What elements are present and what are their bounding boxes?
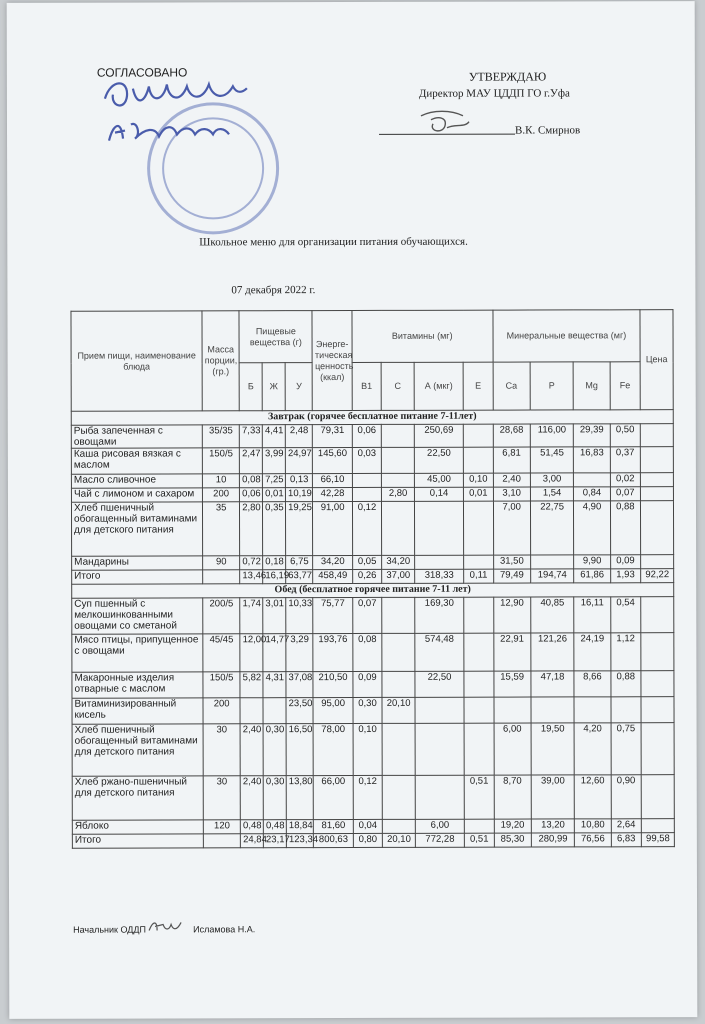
dish-row: [72, 633, 674, 673]
value-cell: 116,00: [530, 424, 574, 447]
total-value-cell: 0,80: [353, 833, 383, 847]
header-ca: Ca: [493, 362, 530, 410]
value-cell: 23,50: [286, 698, 313, 724]
total-value-cell: 123,34: [286, 834, 313, 848]
value-cell: 91,00: [313, 501, 352, 555]
total-value-cell: 194,74: [530, 569, 574, 583]
value-cell: 20,10: [382, 697, 415, 723]
value-cell: 16,11: [574, 597, 610, 633]
value-cell: 4,41: [262, 425, 285, 448]
value-cell: 210,50: [313, 671, 352, 697]
value-cell: 13,20: [531, 819, 575, 833]
total-value-cell: 1,93: [610, 569, 641, 583]
value-cell: 30: [203, 776, 240, 820]
header-c: C: [381, 362, 414, 410]
dish-name-cell: Мандарины: [72, 556, 203, 570]
value-cell: 0,01: [263, 488, 286, 502]
value-cell: 22,91: [493, 633, 530, 671]
dish-name-cell: Хлеб пшеничный обогащенный витаминами для детского питания: [71, 502, 202, 556]
value-cell: 22,75: [530, 501, 574, 555]
value-cell: [464, 555, 494, 569]
value-cell: 0,07: [610, 487, 641, 501]
total-value-cell: 24,84: [241, 834, 264, 848]
value-cell: 10,19: [286, 488, 313, 502]
value-cell: 3,10: [493, 487, 530, 501]
value-cell: 0,06: [240, 488, 263, 502]
dish-row: [71, 447, 673, 475]
header-u: У: [285, 363, 312, 411]
value-cell: 34,20: [382, 555, 415, 569]
value-cell: 24,19: [574, 633, 610, 671]
value-cell: [382, 671, 415, 697]
value-cell: 6,81: [493, 447, 530, 473]
header-e: E: [463, 362, 493, 410]
value-cell: 31,50: [493, 555, 530, 569]
header-dish-name: Прием пищи, наименование блюда: [71, 311, 202, 411]
value-cell: 47,18: [531, 671, 575, 697]
total-value-cell: 0,51: [465, 833, 495, 847]
value-cell: 0,30: [263, 724, 286, 776]
value-cell: 0,12: [352, 501, 382, 555]
total-value-cell: 20,10: [383, 833, 416, 847]
total-value-cell: [203, 834, 240, 848]
value-cell: [415, 555, 464, 569]
value-cell: 2,40: [240, 776, 263, 820]
value-cell: 0,12: [353, 775, 383, 819]
dish-name-cell: Яблоко: [72, 820, 203, 834]
dish-row: [72, 671, 674, 699]
header-minerals: Минеральные вещества (мг): [493, 310, 641, 362]
footer-name: Исламова Н.А.: [193, 924, 256, 935]
value-cell: 10,80: [575, 819, 611, 833]
dish-row: [71, 501, 673, 557]
value-cell: 35/35: [202, 425, 239, 448]
value-cell: 40,85: [531, 597, 575, 633]
value-cell: 28,68: [493, 424, 530, 447]
menu-body: [71, 410, 674, 849]
dish-name-cell: Макаронные изделия отварные с маслом: [72, 672, 203, 698]
value-cell: [464, 697, 494, 723]
value-cell: 37,08: [286, 672, 313, 698]
value-cell: [641, 487, 674, 501]
value-cell: [641, 633, 674, 671]
value-cell: 45/45: [203, 634, 240, 672]
dish-name-cell: Чай с лимоном и сахаром: [71, 488, 202, 502]
header-vitamins: Витамины (мг): [352, 310, 493, 362]
value-cell: 1,74: [240, 598, 263, 634]
dish-row: [72, 597, 674, 635]
dish-name-cell: Каша рисовая вязкая с маслом: [71, 448, 202, 474]
value-cell: 0,35: [263, 502, 286, 556]
dish-row: [71, 473, 673, 489]
value-cell: [382, 424, 415, 447]
dish-row: [72, 555, 674, 571]
total-value-cell: 79,49: [493, 569, 530, 583]
value-cell: 169,30: [415, 597, 464, 633]
value-cell: [382, 597, 415, 633]
header-nutrients: Пищевые вещества (г): [239, 311, 312, 363]
value-cell: 0,88: [610, 501, 641, 555]
value-cell: 8,66: [574, 671, 610, 697]
value-cell: 16,83: [574, 447, 610, 473]
value-cell: 0,90: [611, 775, 642, 819]
value-cell: 30: [203, 724, 240, 776]
value-cell: 0,88: [610, 671, 641, 697]
total-value-cell: 6,83: [611, 833, 642, 847]
value-cell: 18,84: [286, 820, 313, 834]
header-b1: B1: [352, 362, 382, 410]
header-a: А (мкг): [414, 362, 463, 410]
value-cell: [464, 671, 494, 697]
header-b: Б: [239, 363, 262, 411]
dish-name-cell: Хлеб ржано-пшеничный для детского питания: [72, 776, 203, 820]
total-row: [72, 569, 674, 585]
header-mass: Масса порции, (гр.): [202, 311, 239, 411]
value-cell: 90: [203, 556, 240, 570]
value-cell: 78,00: [313, 723, 352, 775]
value-cell: 35: [203, 502, 240, 556]
total-value-cell: 13,46: [240, 570, 263, 584]
value-cell: 0,13: [285, 474, 312, 488]
value-cell: 1,12: [610, 633, 641, 671]
document-title: Школьное меню для организации питания обучающихся.: [199, 235, 468, 249]
value-cell: 0,10: [353, 723, 383, 775]
value-cell: [382, 633, 415, 671]
value-cell: 0,05: [352, 555, 382, 569]
director-position: Директор МАУ ЦДДП ГО г.Уфа: [418, 87, 570, 100]
value-cell: 145,60: [313, 447, 352, 473]
value-cell: 14,77: [263, 634, 286, 672]
value-cell: 0,08: [353, 633, 383, 671]
value-cell: [352, 473, 382, 487]
value-cell: [530, 555, 574, 569]
value-cell: 5,82: [240, 672, 263, 698]
value-cell: 2,64: [611, 819, 642, 833]
value-cell: 0,84: [574, 487, 610, 501]
menu-table: [70, 309, 674, 849]
value-cell: 0,10: [464, 473, 494, 487]
dish-row: [72, 775, 674, 821]
value-cell: 574,48: [415, 633, 464, 671]
total-value-cell: 800,63: [314, 833, 353, 847]
value-cell: 0,09: [610, 555, 641, 569]
value-cell: [611, 697, 642, 723]
value-cell: [574, 697, 610, 723]
value-cell: 10: [202, 474, 239, 488]
value-cell: 12,90: [493, 597, 530, 633]
value-cell: 19,25: [286, 502, 313, 556]
section-header-row: [71, 410, 673, 426]
value-cell: 4,20: [575, 723, 611, 775]
value-cell: 0,75: [611, 723, 642, 775]
dish-row: [72, 723, 674, 777]
value-cell: 10,33: [286, 598, 313, 634]
value-cell: 2,48: [285, 425, 312, 448]
value-cell: [263, 698, 286, 724]
value-cell: 66,10: [313, 473, 352, 487]
value-cell: 150/5: [203, 672, 240, 698]
value-cell: 66,00: [314, 775, 353, 819]
value-cell: 8,70: [494, 775, 531, 819]
value-cell: 24,97: [285, 448, 312, 474]
value-cell: 150/5: [202, 448, 239, 474]
value-cell: [641, 775, 674, 819]
value-cell: [415, 697, 464, 723]
value-cell: [641, 723, 674, 775]
value-cell: 6,00: [415, 819, 464, 833]
dish-name-cell: Рыба запеченная с овощами: [71, 425, 202, 448]
total-label-cell: Итого: [72, 570, 203, 584]
header-mg: Mg: [574, 362, 610, 410]
total-value-cell: [203, 570, 240, 584]
total-value-cell: 76,56: [575, 833, 611, 847]
value-cell: 4,90: [574, 501, 610, 555]
value-cell: 19,50: [531, 723, 575, 775]
value-cell: 42,28: [313, 487, 352, 501]
value-cell: 7,25: [263, 474, 286, 488]
value-cell: 6,00: [494, 723, 531, 775]
header-fe: Fe: [610, 362, 641, 410]
value-cell: 0,09: [353, 671, 383, 697]
footer-position: Начальник ОДДП: [73, 924, 146, 935]
value-cell: [640, 447, 673, 473]
value-cell: [240, 698, 263, 724]
dish-name-cell: Витаминизированный кисель: [72, 698, 203, 724]
value-cell: 2,40: [240, 724, 263, 776]
value-cell: 0,51: [464, 775, 494, 819]
document-sheet: [7, 1, 698, 1019]
value-cell: 0,72: [240, 556, 263, 570]
dish-name-cell: Суп пшенный с мелкошинкованными овощами со сметаной: [72, 598, 203, 634]
value-cell: 200: [203, 698, 240, 724]
value-cell: 3,99: [262, 448, 285, 474]
value-cell: 12,00: [240, 634, 263, 672]
value-cell: 0,07: [352, 597, 382, 633]
section-title: Обед (бесплатное горячее питание 7-11 лет): [72, 583, 674, 599]
value-cell: [464, 819, 494, 833]
value-cell: 12,60: [575, 775, 611, 819]
value-cell: 0,02: [610, 473, 641, 487]
dish-name-cell: Мясо птицы, припущенное с овощами: [72, 634, 203, 672]
value-cell: 0,48: [263, 820, 286, 834]
value-cell: 79,31: [313, 424, 352, 447]
value-cell: 2,47: [240, 448, 263, 474]
value-cell: [464, 723, 494, 775]
value-cell: 51,45: [530, 447, 574, 473]
header-price: Цена: [640, 310, 673, 410]
value-cell: [414, 501, 463, 555]
value-cell: [352, 487, 382, 501]
total-value-cell: 85,30: [494, 833, 531, 847]
value-cell: 16,50: [286, 724, 313, 776]
value-cell: 13,80: [286, 776, 313, 820]
value-cell: 45,00: [414, 473, 463, 487]
value-cell: 39,00: [531, 775, 575, 819]
value-cell: 7,33: [239, 425, 262, 448]
value-cell: 250,69: [414, 424, 463, 447]
value-cell: [531, 697, 575, 723]
value-cell: 0,54: [610, 597, 641, 633]
value-cell: 3,01: [263, 598, 286, 634]
header-energy: Энерге-тическая ценность (ккал): [312, 311, 352, 411]
value-cell: 121,26: [531, 633, 575, 671]
value-cell: 0,50: [610, 424, 641, 447]
value-cell: 0,37: [610, 447, 641, 473]
dish-row: [71, 424, 673, 449]
signature-line: [379, 134, 515, 135]
handwritten-signature-footer: [147, 916, 187, 936]
value-cell: [641, 697, 674, 723]
value-cell: 2,80: [382, 487, 415, 501]
value-cell: [382, 501, 415, 555]
header-zh: Ж: [262, 363, 285, 411]
value-cell: 34,20: [313, 555, 352, 569]
value-cell: [464, 597, 494, 633]
value-cell: [641, 671, 674, 697]
value-cell: 120: [203, 820, 240, 834]
total-value-cell: 23,17: [264, 834, 287, 848]
value-cell: 2,40: [493, 473, 530, 487]
total-value-cell: 318,33: [415, 569, 464, 583]
value-cell: 3,00: [530, 473, 574, 487]
value-cell: 75,77: [313, 597, 352, 633]
value-cell: [382, 447, 415, 473]
total-value-cell: 61,86: [574, 569, 610, 583]
section-header-row: [72, 583, 674, 599]
value-cell: 22,50: [414, 447, 463, 473]
value-cell: [641, 597, 674, 633]
value-cell: 0,08: [240, 474, 263, 488]
value-cell: 19,20: [494, 819, 531, 833]
value-cell: 0,01: [464, 487, 494, 501]
dish-name-cell: Хлеб пшеничный обогащенный витаминами для детского питания: [72, 724, 203, 776]
header-p: P: [530, 362, 574, 410]
value-cell: 6,75: [286, 556, 313, 570]
approval-left-title: СОГЛАСОВАНО: [96, 65, 188, 80]
value-cell: 29,39: [574, 424, 610, 447]
value-cell: 4,31: [263, 672, 286, 698]
value-cell: [415, 775, 464, 819]
value-cell: [641, 555, 674, 569]
value-cell: [574, 473, 610, 487]
value-cell: [383, 819, 416, 833]
value-cell: 0,30: [263, 776, 286, 820]
value-cell: [382, 775, 415, 819]
value-cell: 2,80: [240, 502, 263, 556]
value-cell: [382, 723, 415, 775]
total-row: [72, 833, 674, 849]
total-value-cell: 37,00: [382, 569, 415, 583]
value-cell: 0,03: [352, 447, 382, 473]
value-cell: 200/5: [203, 598, 240, 634]
value-cell: 22,50: [415, 671, 464, 697]
value-cell: 0,30: [353, 697, 383, 723]
value-cell: 3,29: [286, 634, 313, 672]
dish-name-cell: Масло сливочное: [71, 474, 202, 488]
value-cell: 81,60: [314, 819, 353, 833]
dish-row: [72, 819, 674, 835]
value-cell: 200: [203, 488, 240, 502]
total-value-cell: 280,99: [531, 833, 575, 847]
total-value-cell: 0,26: [352, 569, 382, 583]
value-cell: 0,06: [352, 424, 382, 447]
value-cell: [641, 501, 674, 555]
total-value-cell: 772,28: [415, 833, 464, 847]
total-value-cell: 63,77: [286, 570, 313, 584]
value-cell: 0,48: [241, 820, 264, 834]
value-cell: 1,54: [530, 487, 574, 501]
dish-row: [72, 697, 674, 725]
value-cell: 193,76: [313, 633, 352, 671]
total-label-cell: Итого: [72, 834, 203, 848]
value-cell: [463, 424, 493, 447]
value-cell: 95,00: [313, 697, 352, 723]
menu-date: 07 декабря 2022 г.: [231, 284, 316, 297]
handwritten-signature-left: [97, 72, 257, 152]
total-value-cell: 16,19: [263, 570, 286, 584]
approval-right-title: УТВЕРЖДАЮ: [468, 69, 547, 84]
dish-row: [71, 487, 673, 503]
value-cell: 15,59: [494, 671, 531, 697]
value-cell: [641, 473, 674, 487]
value-cell: 0,18: [263, 556, 286, 570]
value-cell: 7,00: [493, 501, 530, 555]
section-title: Завтрак (горячее бесплатное питание 7-11лет): [71, 410, 673, 426]
value-cell: [641, 819, 674, 833]
value-cell: [464, 501, 494, 555]
value-cell: 0,04: [353, 819, 383, 833]
value-cell: [640, 424, 673, 447]
total-value-cell: 458,49: [313, 569, 352, 583]
total-value-cell: 0,11: [464, 569, 494, 583]
total-value-cell: 92,22: [641, 569, 674, 583]
value-cell: 0,14: [414, 487, 463, 501]
value-cell: 9,90: [574, 555, 610, 569]
total-value-cell: 99,58: [641, 833, 674, 847]
value-cell: [494, 697, 531, 723]
director-name: В.К. Смирнов: [514, 124, 581, 137]
value-cell: [415, 723, 464, 775]
value-cell: [463, 447, 493, 473]
value-cell: [464, 633, 494, 671]
value-cell: [382, 473, 415, 487]
